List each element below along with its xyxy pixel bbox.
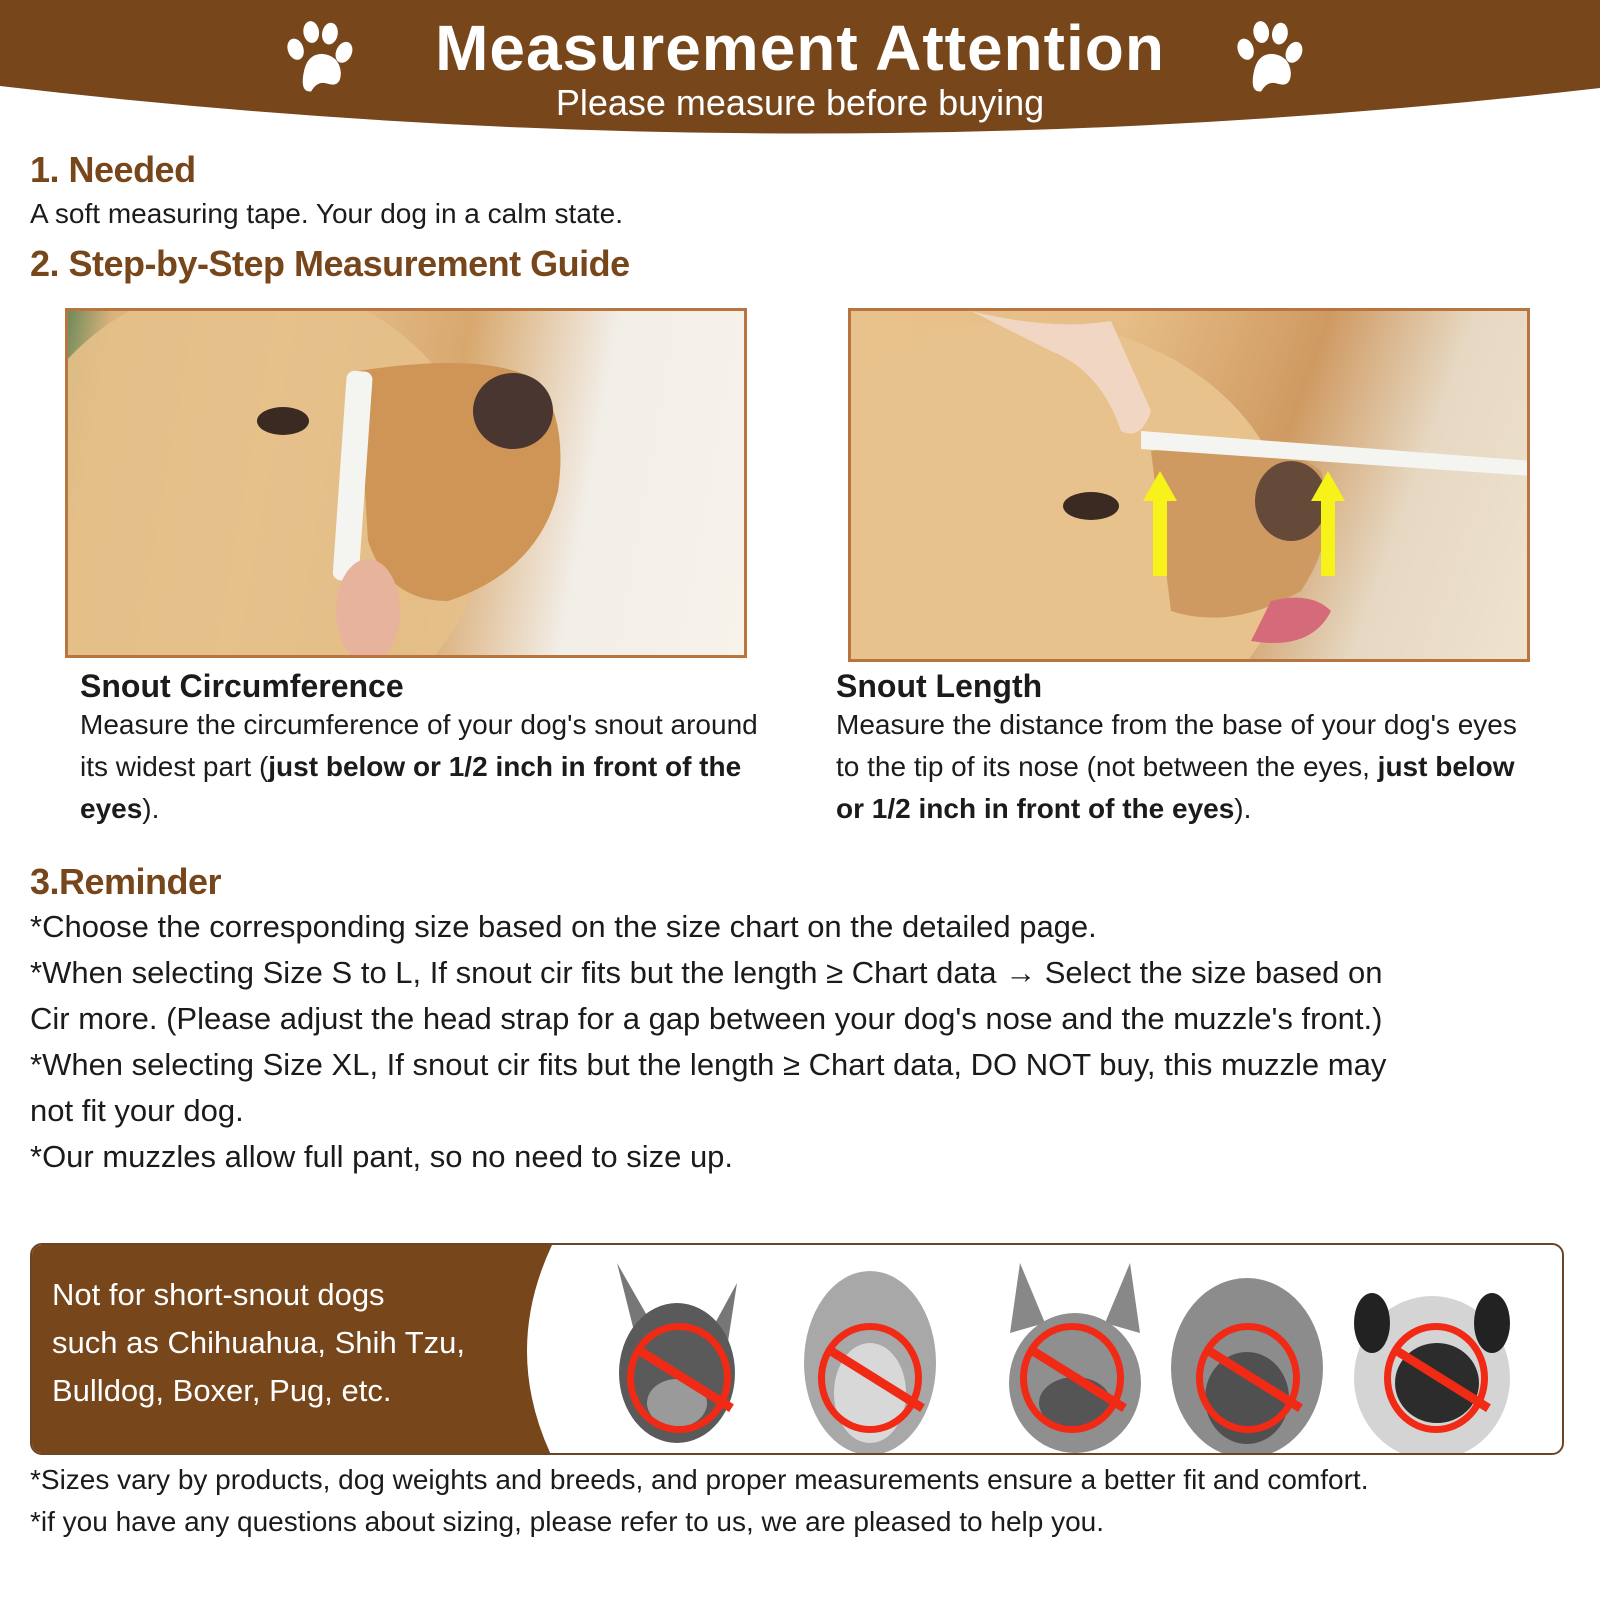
dog-boxer-image — [1162, 1263, 1332, 1453]
section-needed-heading: 1. Needed — [30, 149, 196, 190]
section-needed-text: A soft measuring tape. Your dog in a calm state. — [30, 198, 624, 229]
warning-text: Not for short-snout dogs such as Chihuahua, Shih Tzu, Bulldog, Boxer, Pug, etc. — [52, 1277, 466, 1408]
prohibited-icon — [818, 1323, 922, 1433]
footnote-sizes: *Sizes vary by products, dog weights and breeds, and proper measurements ensure a better fit and comfort. — [30, 1464, 1369, 1495]
reminder-line: *Choose the corresponding size based on the size chart on the detailed page. — [30, 909, 1097, 944]
prohibited-icon — [1384, 1323, 1488, 1433]
reminder-line: Cir more. (Please adjust the head strap for a gap between your dog's nose and the muzzle's front.) — [30, 1001, 1383, 1036]
snout-circumference-text: Measure the circumference of your dog's snout around its widest part (just below or 1/2 inch in front of the eyes). — [80, 709, 758, 824]
reminder-line: *When selecting Size S to L, If snout cir fits but the length ≥ Chart data → Select the size based on — [30, 955, 1383, 990]
dog-measuring-tape-illustration — [68, 311, 747, 658]
prohibited-icon — [1196, 1323, 1300, 1433]
reminder-line: *Our muzzles allow full pant, so no need to size up. — [30, 1139, 734, 1174]
page-subtitle: Please measure before buying — [555, 82, 1045, 123]
snout-circumference-photo — [65, 308, 747, 658]
section-guide-heading: 2. Step-by-Step Measurement Guide — [30, 243, 630, 284]
prohibited-icon — [627, 1323, 731, 1433]
section-reminder-heading: 3.Reminder — [30, 861, 222, 902]
prohibited-icon — [1020, 1323, 1124, 1433]
footnote-questions: *if you have any questions about sizing, please refer to us, we are pleased to help you. — [30, 1506, 1105, 1537]
reminder-line: not fit your dog. — [30, 1093, 244, 1128]
snout-length-text: Measure the distance from the base of your dog's eyes to the tip of its nose (not between the eyes, just below or 1/2 inch in front of the eyes). — [836, 709, 1517, 824]
snout-length-title: Snout Length — [836, 668, 1043, 704]
dog-bulldog-image — [990, 1263, 1160, 1453]
page-title: Measurement Attention — [435, 12, 1165, 84]
reminder-line: *When selecting Size XL, If snout cir fits but the length ≥ Chart data, DO NOT buy, this muzzle may — [30, 1047, 1387, 1082]
header-banner — [0, 0, 1600, 150]
short-snout-warning — [30, 1243, 1564, 1455]
dog-shih-tzu-image — [790, 1263, 960, 1453]
dog-chihuahua-image — [597, 1263, 767, 1453]
snout-circumference-title: Snout Circumference — [80, 668, 404, 704]
dog-length-measurement-illustration — [851, 311, 1530, 662]
dog-pug-image — [1342, 1263, 1512, 1453]
snout-length-photo — [848, 308, 1530, 662]
